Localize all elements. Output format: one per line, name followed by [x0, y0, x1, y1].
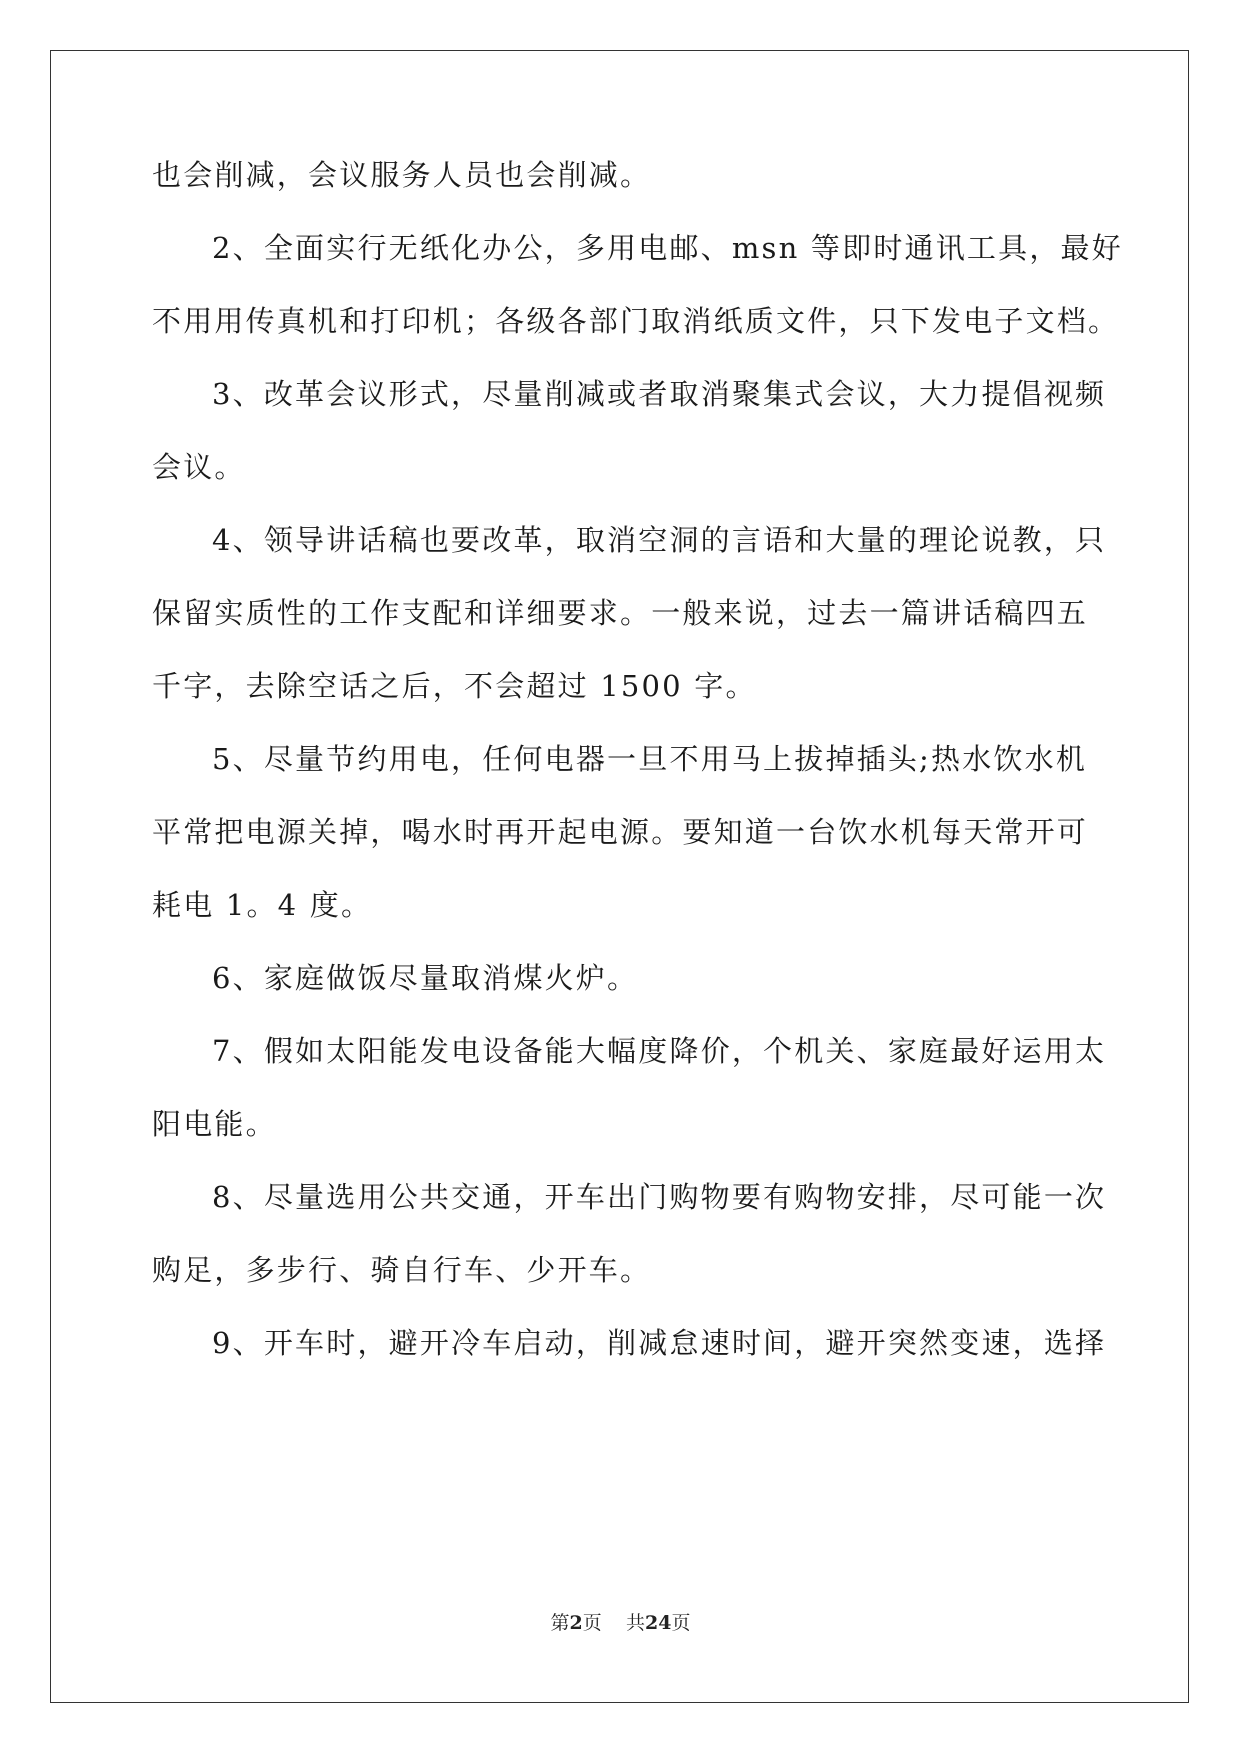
page-prefix: 第 [550, 1613, 570, 1634]
text-line: 平常把电源关掉，喝水时再开起电源。要知道一台饮水机每天常开可 [152, 815, 1089, 849]
text-line: 2、全面实行无纸化办公，多用电邮、msn 等即时通讯工具，最好 [212, 231, 1123, 265]
text-line: 5、尽量节约用电，任何电器一旦不用马上拔掉插头;热水饮水机 [212, 742, 1088, 776]
page-suffix: 页 [582, 1613, 602, 1634]
text-line: 也会削减，会议服务人员也会削减。 [152, 158, 652, 192]
text-line: 3、改革会议形式，尽量削减或者取消聚集式会议，大力提倡视频 [212, 377, 1107, 411]
text-line: 8、尽量选用公共交通，开车出门购物要有购物安排，尽可能一次 [212, 1180, 1107, 1214]
total-suffix: 页 [671, 1613, 691, 1634]
text-line: 耗电 1。4 度。 [152, 888, 373, 922]
page-footer [0, 1610, 1241, 1637]
text-line: 不用用传真机和打印机；各级各部门取消纸质文件，只下发电子文档。 [152, 304, 1120, 338]
total-prefix: 共 [625, 1613, 645, 1634]
page-number: 2 [569, 1612, 583, 1634]
text-line: 9、开车时，避开冷车启动，削减怠速时间，避开突然变速，选择 [212, 1326, 1107, 1360]
total-pages: 24 [644, 1612, 672, 1634]
text-line: 保留实质性的工作支配和详细要求。一般来说，过去一篇讲话稿四五 [152, 596, 1089, 630]
text-line: 7、假如太阳能发电设备能大幅度降价，个机关、家庭最好运用太 [212, 1034, 1107, 1068]
text-line: 千字，去除空话之后，不会超过 1500 字。 [152, 669, 757, 703]
text-line: 购足，多步行、骑自行车、少开车。 [152, 1253, 652, 1287]
text-line: 会议。 [152, 450, 246, 484]
text-line: 6、家庭做饭尽量取消煤火炉。 [212, 961, 639, 995]
page-border [50, 50, 1189, 1703]
text-line: 阳电能。 [152, 1107, 277, 1141]
text-line: 4、领导讲话稿也要改革，取消空洞的言语和大量的理论说教，只 [212, 523, 1107, 557]
